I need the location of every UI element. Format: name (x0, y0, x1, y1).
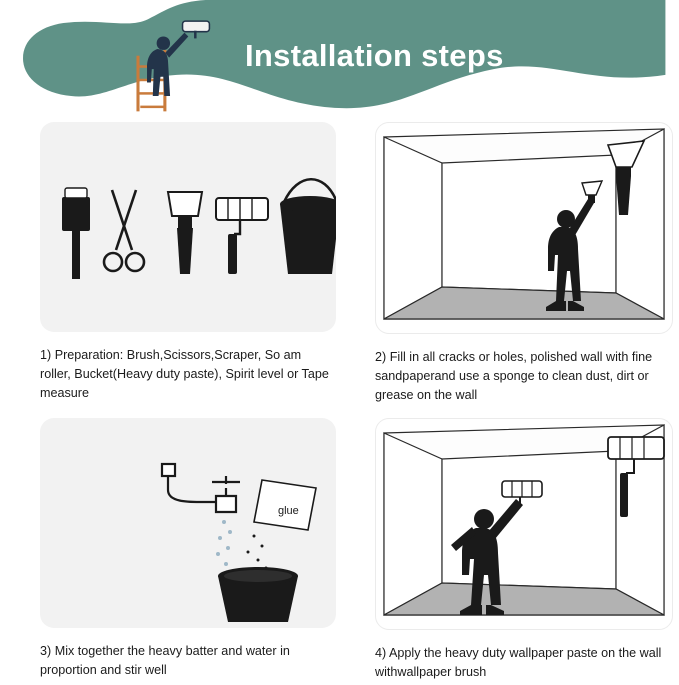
step-2-caption (375, 348, 665, 405)
glue-label: glue (278, 505, 299, 517)
step-1-number: 1) (40, 348, 52, 362)
step-4 (375, 418, 671, 682)
step-3 (40, 418, 336, 680)
mixing-paste-illustration (40, 418, 336, 628)
tools-illustration (40, 122, 336, 332)
scraper-icon (168, 192, 202, 274)
powder-icon (247, 535, 268, 572)
steps-grid (0, 118, 679, 685)
step-2 (375, 122, 671, 405)
step-3-number: 3) (40, 644, 52, 658)
step-2-text: Fill in all cracks or holes, polished wall with fine sandpaperand use a sponge to clean dust, dirt or grease on the wall (375, 350, 653, 402)
bucket-icon (218, 567, 298, 622)
faucet-icon (162, 464, 240, 512)
step-1-text: Preparation: Brush,Scissors,Scraper, So am roller, Bucket(Heavy duty paste), Spirit level or Tape measure (40, 348, 329, 400)
paint-roller-icon (216, 198, 268, 274)
step-1-caption (40, 346, 330, 403)
header (0, 0, 679, 120)
step-4-number: 4) (375, 646, 387, 660)
step-4-caption (375, 644, 665, 682)
apply-paste-illustration (375, 418, 673, 630)
step-2-number: 2) (375, 350, 387, 364)
brush-icon (62, 188, 90, 279)
step-3-caption (40, 642, 330, 680)
water-drops-icon (216, 520, 232, 566)
step-4-text: Apply the heavy duty wallpaper paste on the wall withwallpaper brush (375, 646, 662, 679)
page-title: Installation steps (245, 38, 504, 73)
bucket-icon (280, 179, 336, 274)
glue-bag-icon (254, 480, 316, 530)
wall-repair-illustration (375, 122, 673, 334)
scissors-icon (104, 190, 144, 271)
step-1 (40, 122, 336, 403)
step-3-text: Mix together the heavy batter and water in proportion and stir well (40, 644, 290, 677)
